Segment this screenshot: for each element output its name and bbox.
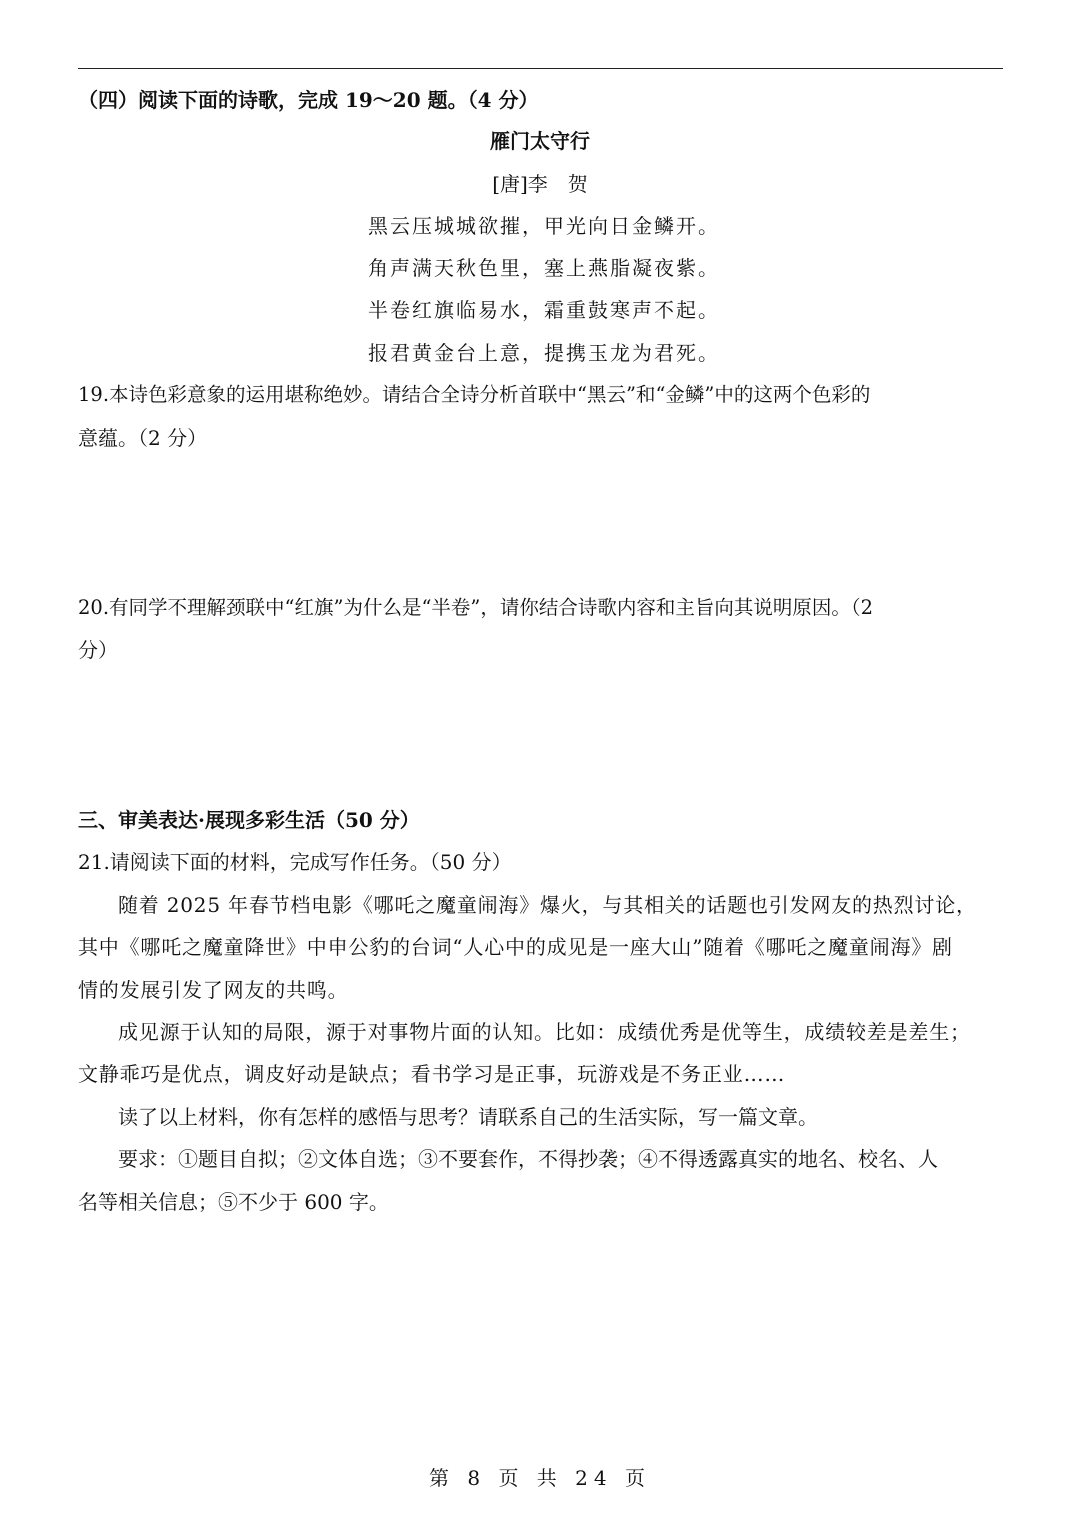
question-20-line: 分） <box>78 638 118 662</box>
material-line: 文静乖巧是优点，调皮好动是缺点；看书学习是正事，玩游戏是不务正业…… <box>78 1062 786 1086</box>
question-20-line: 20.有同学不理解颈联中“红旗”为什么是“半卷”，请你结合诗歌内容和主旨向其说明原因。（2 <box>78 596 874 619</box>
poem-line: 报君黄金台上意，提携玉龙为君死。 <box>368 341 720 365</box>
section-4-heading: （四）阅读下面的诗歌，完成 19～20 题。（4 分） <box>78 88 539 112</box>
material-line: 成见源于认知的局限，源于对事物片面的认知。比如：成绩优秀是优等生，成绩较差是差生； <box>118 1020 971 1044</box>
requirements-line: 名等相关信息；⑤不少于 600 字。 <box>78 1190 389 1214</box>
writing-prompt: 读了以上材料，你有怎样的感悟与思考？请联系自己的生活实际，写一篇文章。 <box>118 1105 818 1129</box>
question-19-line: 19.本诗色彩意象的运用堪称绝妙。请结合全诗分析首联中“黑云”和“金鳞”中的这两个色彩的 <box>78 383 871 406</box>
requirements-line: 要求：①题目自拟；②文体自选；③不要套作，不得抄袭；④不得透露真实的地名、校名、人 <box>118 1147 938 1171</box>
page-number: 第 8 页 共 24 页 <box>429 1466 651 1490</box>
poem-author: [唐]李 贺 <box>492 172 588 196</box>
header-rule <box>78 68 1003 69</box>
material-line: 情的发展引发了网友的共鸣。 <box>78 978 349 1002</box>
question-21-intro: 21.请阅读下面的材料，完成写作任务。（50 分） <box>78 850 512 874</box>
material-line: 随着 2025 年春节档电影《哪吒之魔童闹海》爆火，与其相关的话题也引发网友的热烈讨论， <box>118 893 977 917</box>
question-19-line: 意蕴。（2 分） <box>78 426 208 450</box>
section-3-heading: 三、审美表达·展现多彩生活（50 分） <box>78 808 420 832</box>
poem-line: 半卷红旗临易水，霜重鼓寒声不起。 <box>368 298 720 322</box>
poem-line: 黑云压城城欲摧，甲光向日金鳞开。 <box>368 214 720 238</box>
poem-title: 雁门太守行 <box>490 129 590 153</box>
poem-line: 角声满天秋色里，塞上燕脂凝夜紫。 <box>368 256 720 280</box>
material-line: 其中《哪吒之魔童降世》中申公豹的台词“人心中的成见是一座大山”随着《哪吒之魔童闹海》剧 <box>78 935 953 959</box>
